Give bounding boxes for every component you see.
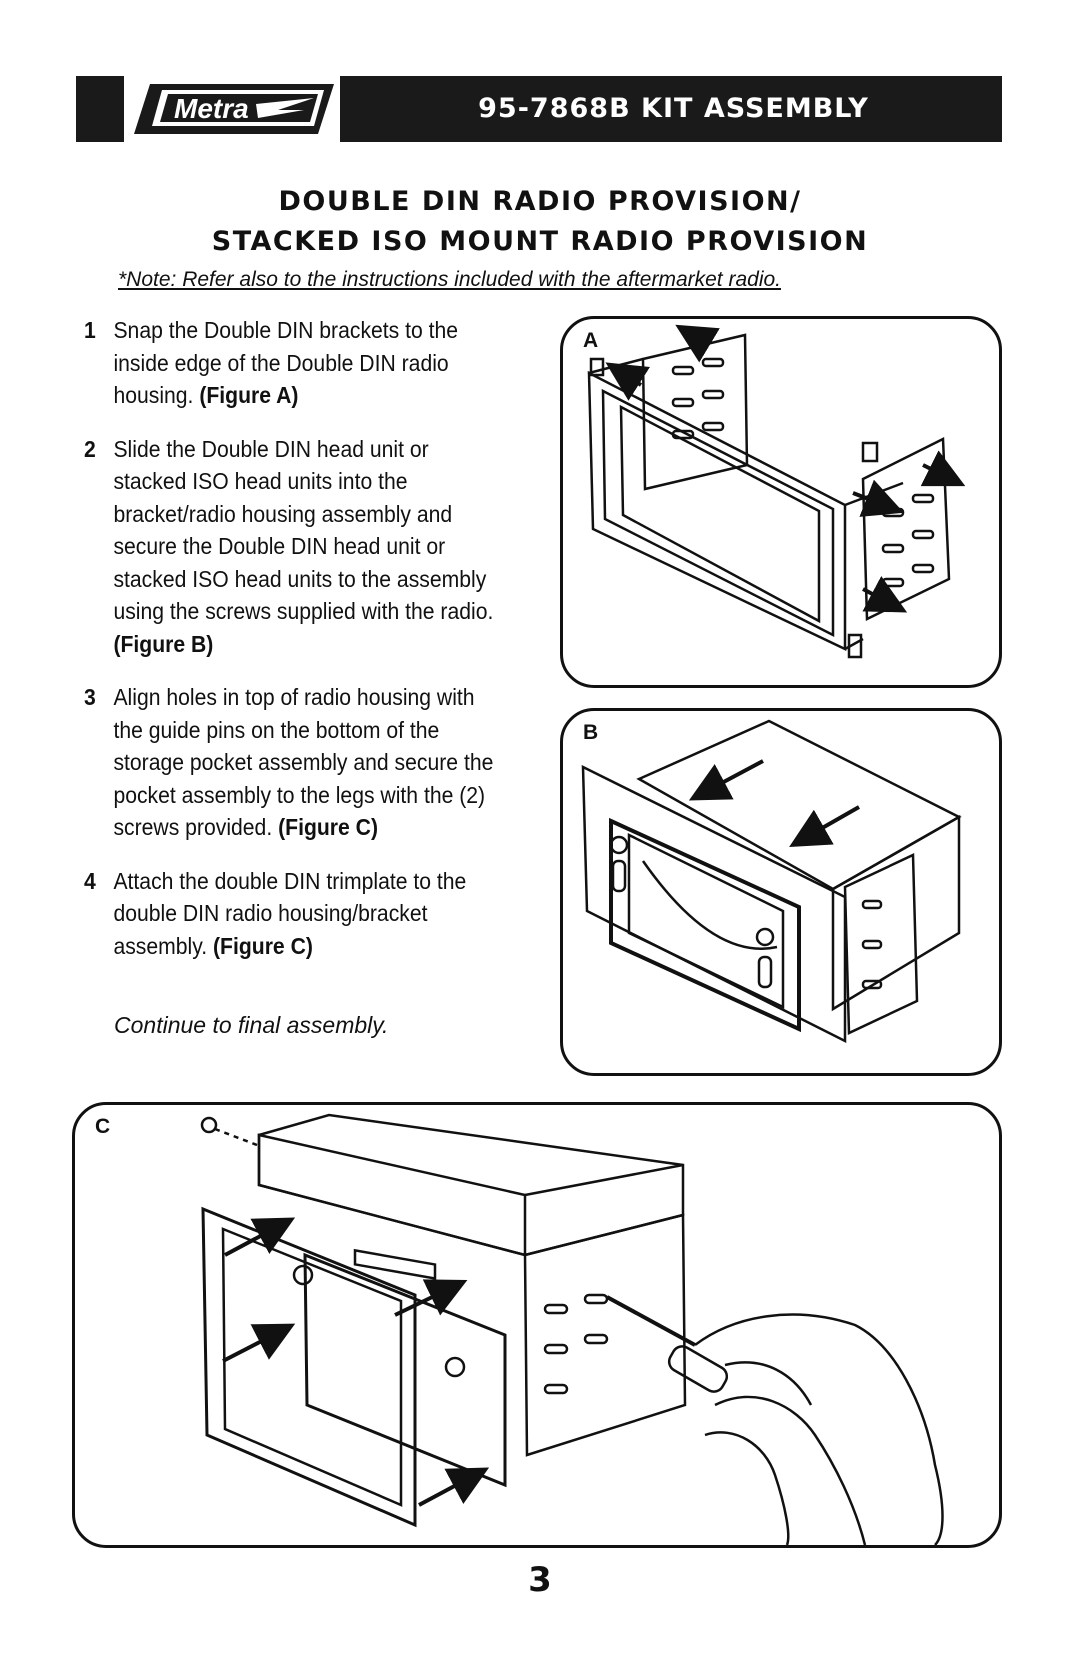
figure-a-illustration — [563, 319, 999, 685]
section-title-line2: STACKED ISO MOUNT RADIO PROVISION — [211, 226, 869, 257]
step-text: Align holes in top of radio housing with the guide pins on the bottom of the storage pocket assembly and secure the pocket assembly to the legs with the (2) screws provided. — [113, 684, 494, 840]
step-3 — [84, 681, 498, 844]
step-number: 3 — [84, 684, 96, 710]
steps-list — [84, 314, 498, 983]
figure-reference: (Figure A) — [199, 382, 299, 408]
step-text: Attach the double DIN trimplate to the double DIN radio housing/bracket assembly. — [113, 867, 467, 959]
svg-text:Metra: Metra — [174, 93, 249, 124]
figure-b — [560, 708, 1002, 1076]
note-text: *Note: Refer also to the instructions included with the aftermarket radio. — [118, 268, 781, 291]
figure-b-illustration — [563, 711, 999, 1073]
step-1 — [84, 314, 498, 412]
step-number: 1 — [84, 317, 96, 343]
continue-text: Continue to final assembly. — [114, 1012, 389, 1038]
figure-reference: (Figure C) — [278, 814, 379, 840]
figure-c-label: C — [95, 1115, 111, 1138]
figure-reference: (Figure C) — [213, 932, 313, 959]
step-number: 4 — [84, 867, 96, 894]
step-text: Slide the Double DIN head unit or stacked ISO head units into the bracket/radio housing assembly and secure the Double DIN head unit or stacked ISO head units to the assembly using the screws supplied with the radio. — [113, 435, 494, 624]
figure-c-illustration — [75, 1105, 999, 1545]
page-number: 3 — [528, 1560, 552, 1600]
step-number: 2 — [84, 435, 96, 462]
header-title: 95-7868B KIT ASSEMBLY — [478, 93, 869, 124]
figure-a-label: A — [583, 329, 599, 352]
section-title-line1: DOUBLE DIN RADIO PROVISION/ — [278, 186, 802, 217]
figure-c — [72, 1102, 1002, 1548]
figure-b-label: B — [583, 721, 599, 744]
step-4 — [84, 865, 498, 963]
step-2 — [84, 433, 498, 661]
figure-a — [560, 316, 1002, 688]
step-text: Snap the Double DIN brackets to the inside edge of the Double DIN radio housing. — [113, 317, 459, 408]
metra-logo — [128, 80, 338, 138]
figure-reference: (Figure B) — [113, 630, 214, 657]
